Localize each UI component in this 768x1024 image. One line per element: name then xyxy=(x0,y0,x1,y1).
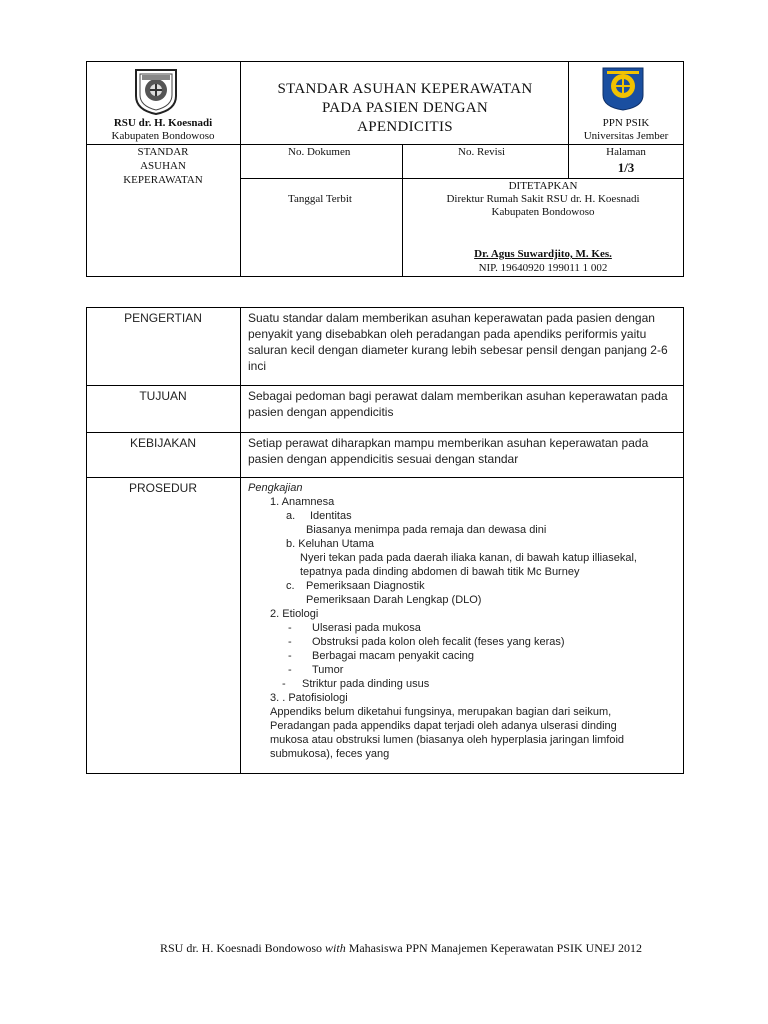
section-label-kebijakan: KEBIJAKAN xyxy=(129,436,197,450)
partner-name: PPN PSIK xyxy=(602,117,650,129)
etiologi-item: Striktur pada dinding usus xyxy=(302,678,430,690)
page-footer xyxy=(160,941,642,955)
procedure-sub-diagnostik: Pemeriksaan Diagnostik xyxy=(306,580,425,592)
section-label-prosedur: PROSEDUR xyxy=(128,481,197,495)
partner-university: Universitas Jember xyxy=(583,130,669,142)
procedure-text-diagnostik: Pemeriksaan Darah Lengkap (DLO) xyxy=(306,594,482,606)
set-by-label: DITETAPKAN xyxy=(508,180,578,192)
page-value: 1/3 xyxy=(617,160,635,175)
procedure-heading: Pengkajian xyxy=(248,482,303,494)
set-by-position: Direktur Rumah Sakit RSU dr. H. Koesnadi xyxy=(446,193,640,205)
procedure-sub-keluhan: b. Keluhan Utama xyxy=(286,538,375,550)
etiologi-item: Ulserasi pada mukosa xyxy=(312,622,421,634)
procedure-item-anamnesa: 1. Anamnesa xyxy=(270,496,335,508)
procedure-text-identitas: Biasanya menimpa pada remaja dan dewasa dini xyxy=(306,524,547,536)
patofisiologi-line: Appendiks belum diketahui fungsinya, merupakan bagian dari seikum, xyxy=(270,706,612,718)
patofisiologi-line: submukosa), feces yang xyxy=(270,748,390,760)
list-marker: c. xyxy=(286,580,295,592)
university-logo xyxy=(600,65,646,111)
section-label-pengertian: PENGERTIAN xyxy=(124,311,202,325)
footer-left: RSU dr. H. Koesnadi Bondowoso xyxy=(160,941,326,955)
footer-right: Mahasiswa PPN Manajemen Keperawatan PSIK UNEJ 2012 xyxy=(345,941,642,955)
patofisiologi-line: Peradangan pada appendiks dapat terjadi oleh adanya ulserasi dinding xyxy=(270,720,617,732)
list-dash: - xyxy=(288,650,292,662)
hospital-logo xyxy=(130,66,182,116)
director-name: Dr. Agus Suwardjito, M. Kes. xyxy=(474,248,612,260)
footer-with: with xyxy=(325,941,346,955)
document-title-line-1: STANDAR ASUHAN KEPERAWATAN xyxy=(277,81,533,97)
director-nip: NIP. 19640920 199011 1 002 xyxy=(478,262,608,274)
standard-label-line-3: KEPERAWATAN xyxy=(123,174,203,186)
procedure-text-keluhan-1: Nyeri tekan pada pada daerah iliaka kanan, di bawah katup illiasekal, xyxy=(300,552,637,564)
procedure-text-keluhan-2: tepatnya pada dinding abdomen di bawah titik Mc Burney xyxy=(300,566,580,578)
document-title-line-3: APENDICITIS xyxy=(357,119,453,135)
list-dash: - xyxy=(288,664,292,676)
procedure-item-etiologi: 2. Etiologi xyxy=(270,608,319,620)
etiologi-item: Obstruksi pada kolon oleh fecalit (feses yang keras) xyxy=(312,636,565,648)
revision-number-label: No. Revisi xyxy=(458,146,506,158)
patofisiologi-line: mukosa atau obstruksi lumen (biasanya oleh hyperplasia jaringan limfoid xyxy=(270,734,625,746)
section-text-pengertian: Suatu standar dalam memberikan asuhan keperawatan pada pasien dengan penyakit yang disebabkan oleh peradangan pada apendiks periformis yaitu saluran kecil dengan diameter kurang lebih sebesar pensil dengan panjang 2-6 inci xyxy=(248,311,668,373)
procedure-item-patofisiologi: 3. . Patofisiologi xyxy=(270,692,348,704)
hospital-name: RSU dr. H. Koesnadi xyxy=(113,117,213,129)
etiologi-item: Tumor xyxy=(312,664,344,676)
section-text-tujuan: Sebagai pedoman bagi perawat dalam memberikan asuhan keperawatan pada pasien dengan appendicitis xyxy=(248,389,668,419)
set-by-region: Kabupaten Bondowoso xyxy=(491,206,595,218)
procedure-sub-identitas: Identitas xyxy=(310,510,352,522)
section-label-tujuan: TUJUAN xyxy=(139,389,187,403)
section-text-kebijakan: Setiap perawat diharapkan mampu memberikan asuhan keperawatan pada pasien dengan appendicitis sesuai dengan standar xyxy=(248,436,649,466)
standard-label-line-1: STANDAR xyxy=(137,146,189,158)
standard-label-line-2: ASUHAN xyxy=(140,160,186,172)
list-dash: - xyxy=(288,622,292,634)
list-dash: - xyxy=(282,678,286,690)
hospital-region: Kabupaten Bondowoso xyxy=(111,130,215,142)
page-label: Halaman xyxy=(606,146,646,158)
list-dash: - xyxy=(288,636,292,648)
etiologi-item: Berbagai macam penyakit cacing xyxy=(312,650,475,662)
document-title-line-2: PADA PASIEN DENGAN xyxy=(322,100,488,116)
issue-date-label: Tanggal Terbit xyxy=(288,193,352,205)
document-number-label: No. Dokumen xyxy=(288,146,351,158)
list-marker: a. xyxy=(286,510,296,522)
